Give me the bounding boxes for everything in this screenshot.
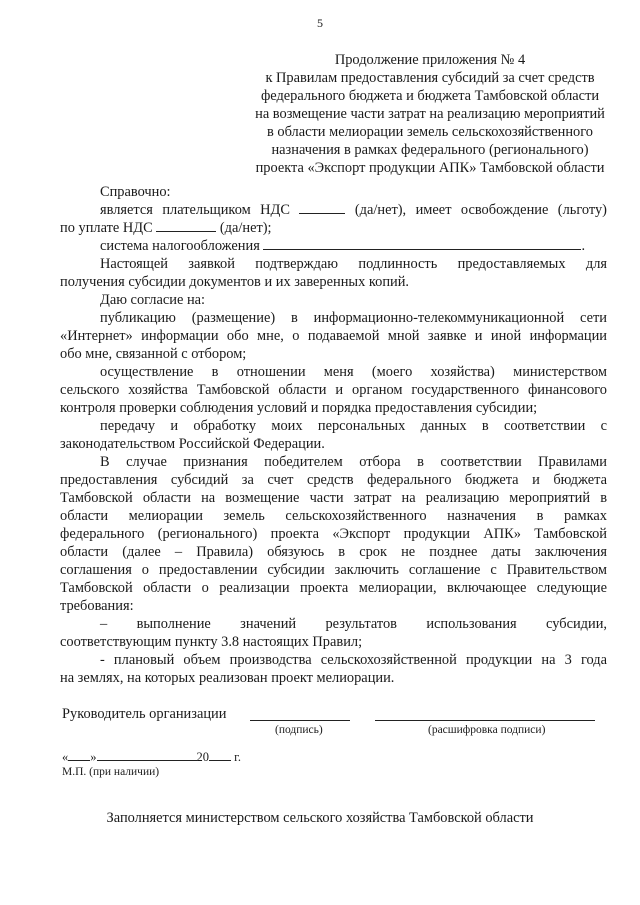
footer-note: Заполняется министерством сельского хозяйства Тамбовской области [106,810,534,826]
appendix-header [232,51,628,177]
tax-system-blank [263,237,581,250]
paragraph-line: публикацию (размещение) в информационно-телекоммуникационной сети [100,310,607,326]
paragraph-line: на землях, на которых реализован проект мелиорации. [60,670,395,686]
vat-exemption-label: (да/нет), имеет освобождение (льготу) [354,202,607,218]
header-line: в области мелиорации земель сельскохозяйственного [267,124,593,140]
vat-exemption-line [60,219,607,237]
date-open-quote: « [62,750,69,764]
vat-exemption-blank [156,219,216,232]
signature-caption: (подпись) [275,724,323,736]
vat-payer-blank [299,201,345,214]
header-line: на возмещение части затрат на реализацию мероприятий [255,106,605,122]
paragraph-line: предоставления субсидий за счет средств федерального бюджета и бюджета [60,472,607,488]
paragraph-line: Тамбовской области о реализации проекта мелиорации, включающее следующие [60,580,607,596]
date-year-suffix: г. [234,750,241,764]
paragraph-line: «Интернет» информации обо мне, о подаваемой мной заявке и иной информации [60,328,607,344]
paragraph-line: области мелиорации земель сельскохозяйственного назначения в рамках [60,508,607,524]
paragraph-line: обо мне, связанной с отбором; [60,346,247,362]
decoding-caption: (расшифровка подписи) [428,724,546,736]
reference-title: Справочно: [100,184,171,200]
page-number: 5 [317,16,323,30]
vat-payer-line [60,201,607,219]
signature-label: Руководитель организации [62,706,227,722]
vat-payer-label: является плательщиком НДС [100,202,290,218]
paragraph-line: соглашения о предоставлении субсидии заключить соглашение с Правительством [60,562,607,578]
paragraph-line: передачу и обработку моих персональных данных в соответствии с [100,418,607,434]
paragraph-line: контроля проверки соблюдения условий и порядка предоставления субсидии; [60,400,538,416]
date-month-blank [97,748,197,761]
header-line: проекта «Экспорт продукции АПК» Тамбовской области [255,160,605,176]
tax-system-line [60,237,607,255]
header-line: назначения в рамках федерального (регионального) [271,142,589,158]
header-line: федерального бюджета и бюджета Тамбовской области [260,88,600,104]
paragraph-line: - плановый объем производства сельскохозяйственной продукции на 3 года [100,652,607,668]
tax-system-end: . [581,238,586,254]
date-year-blank [209,748,231,761]
header-line: к Правилам предоставления субсидий за счет средств [265,70,595,86]
paragraph-line: требования: [60,598,134,614]
paragraph-line: законодательством Российской Федерации. [60,436,325,452]
paragraph-line: области (далее – Правила) обязуюсь в срок не позднее даты заключения [60,544,607,560]
decoding-line [375,720,595,721]
signature-line [250,720,350,721]
paragraph-line: соответствующим пункту 3.8 настоящих Правил; [60,634,363,650]
header-line: Продолжение приложения № 4 [334,52,526,68]
paragraph-line: – выполнение значений результатов использования субсидии, [100,616,607,632]
paragraph-line: федерального (регионального) проекта «Экспорт продукции АПК» Тамбовской [60,526,607,542]
stamp-note: М.П. (при наличии) [62,766,160,778]
tax-system-label: система налогообложения [100,238,260,254]
date-line [62,748,241,765]
consent-title: Даю согласие на: [100,292,206,308]
date-year-prefix: 20 [196,750,209,764]
date-close-quote: » [90,750,97,764]
paragraph-line: В случае признания победителем отбора в соответствии Правилами [100,454,607,470]
paragraph-line: сельского хозяйства Тамбовской области и органом государственного финансового [60,382,607,398]
paragraph-line: осуществление в отношении меня (моего хозяйства) министерством [100,364,607,380]
application-body [60,183,607,687]
paragraph-line: Тамбовской области на возмещение части затрат на реализацию мероприятий в [60,490,607,506]
date-day-blank [68,748,90,761]
vat-exemption-text: по уплате НДС [60,220,153,236]
paragraph-line: получения субсидии документов и их заверенных копий. [60,274,410,290]
paragraph-line: Настоящей заявкой подтверждаю подлинность предоставляемых для [100,256,607,272]
vat-exemption-answer: (да/нет); [219,220,272,236]
